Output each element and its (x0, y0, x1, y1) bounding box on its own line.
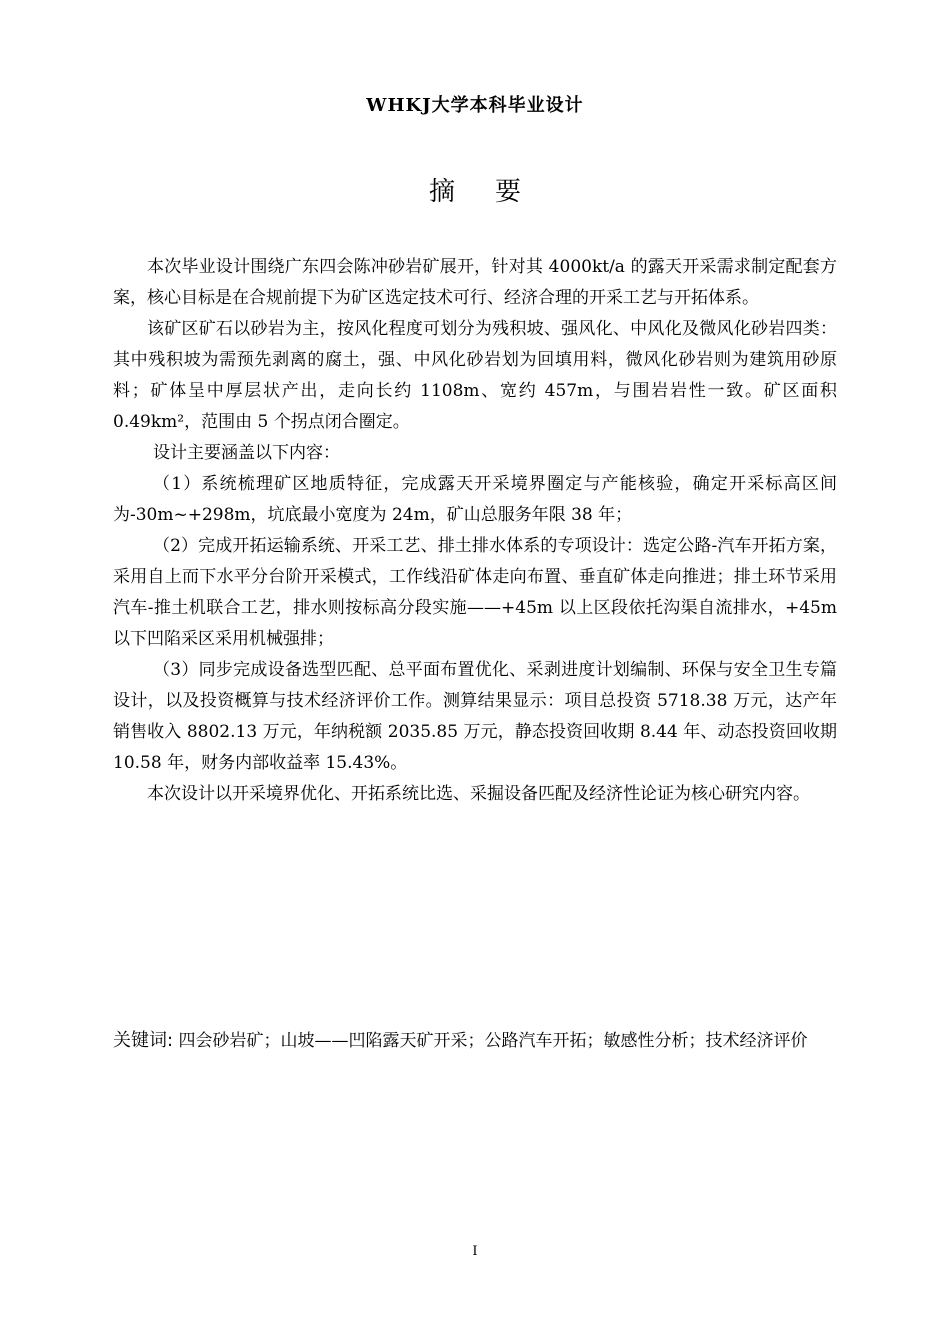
paragraph-item-3: （3）同步完成设备选型匹配、总平面布置优化、采剥进度计划编制、环保与安全卫生专篇设计，以及投资概算与技术经济评价工作。测算结果显示：项目总投资 5718.38 万元，达产年销售收入 8802.13 万元，年纳税额 2035.85 万元，静态投资回收期 8.44 年、动态投资回收期 10.58 年，财务内部收益率 15.43%。 (113, 660, 837, 773)
keywords-label: 关键词: (113, 1030, 174, 1051)
paragraph-intro: 本次毕业设计围绕广东四会陈冲砂岩矿展开，针对其 4000kt/a 的露天开采需求制定配套方案，核心目标是在合规前提下为矿区选定技术可行、经济合理的开采工艺与开拓体系。 (113, 257, 837, 308)
page-number: I (472, 1244, 478, 1259)
keywords-line (113, 1025, 837, 1057)
paragraph-item-2: （2）完成开拓运输系统、开采工艺、排土排水体系的专项设计：选定公路-汽车开拓方案，采用自上而下水平分台阶开采模式，工作线沿矿体走向布置、垂直矿体走向推进；排土环节采用汽车-推土机联合工艺，排水则按标高分段实施——+45m 以上区段依托沟渠自流排水，+45m 以下凹陷采区采用机械强排； (113, 536, 837, 649)
abstract-title: 摘要 (428, 177, 561, 207)
paragraph-contents-lead: 设计主要涵盖以下内容： (153, 443, 340, 463)
paragraph-item-1: （1）系统梳理矿区地质特征，完成露天开采境界圈定与产能核验，确定开采标高区间为-30m~+298m，坑底最小宽度为 24m，矿山总服务年限 38 年； (113, 474, 837, 525)
abstract-body (113, 252, 837, 810)
paragraph-geology: 该矿区矿石以砂岩为主，按风化程度可划分为残积坡、强风化、中风化及微风化砂岩四类：其中残积坡为需预先剥离的腐土，强、中风化砂岩划为回填用料，微风化砂岩则为建筑用砂原料；矿体呈中厚层状产出，走向长约 1108m、宽约 457m，与围岩岩性一致。矿区面积 0.49km²，范围由 5 个拐点闭合圈定。 (113, 319, 837, 432)
document-header: WHKJ大学本科毕业设计 (366, 95, 584, 116)
paragraph-conclusion: 本次设计以开采境界优化、开拓系统比选、采掘设备匹配及经济性论证为核心研究内容。 (147, 784, 810, 804)
keywords-text: 四会砂岩矿；山坡——凹陷露天矿开采；公路汽车开拓；敏感性分析；技术经济评价 (178, 1031, 808, 1051)
